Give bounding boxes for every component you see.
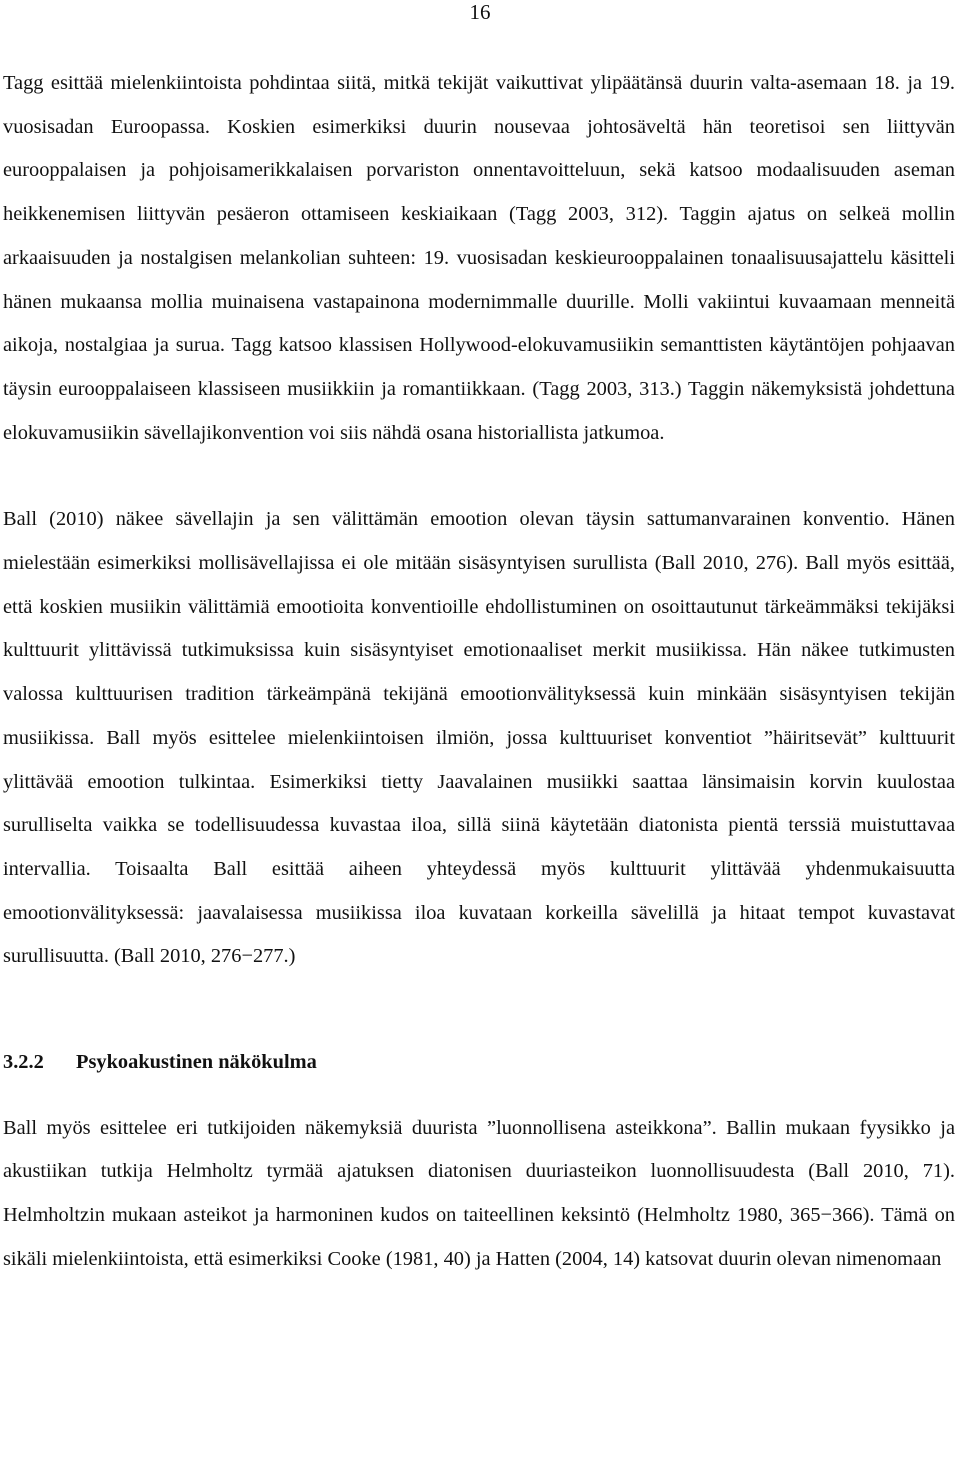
section-title: Psykoakustinen näkökulma (76, 1051, 317, 1074)
section-number: 3.2.2 (3, 1051, 44, 1074)
body-text (3, 62, 955, 1282)
paragraph-psychoacoustic: Ball myös esittelee eri tutkijoiden näkemyksiä duurista ”luonnollisena asteikkona”. Ballin mukaan fyysikko ja akustiikan tutkija Helmholtz tyrmää ajatuksen diatonisen duuriasteikon luonnollisuudesta (Ball 2010, 71). Helmholtzin mukaan asteikot ja harmoninen kudos on taiteellinen keksintö (Helmholtz 1980, 365−366). Tämä on sikäli mielenkiintoista, että esimerkiksi Cooke (1981, 40) ja Hatten (2004, 14) katsovat duurin olevan nimenomaan (3, 1116, 955, 1270)
section-heading (3, 1041, 955, 1085)
paragraph-tagg: Tagg esittää mielenkiintoista pohdintaa siitä, mitkä tekijät vaikuttivat ylipäätänsä duurin valta-asemaan 18. ja 19. vuosisadan Euroopassa. Koskien esimerkiksi duurin nousevaa johtosäveltä hän teoretisoi sen liittyvän eurooppalaisen ja pohjoisamerikkalaisen porvariston onnentavoitteluun, sekä katsoo modaalisuuden aseman heikkenemisen liittyvän pesäeron ottamiseen keskiaikaan (Tagg 2003, 312). Taggin ajatus on selkeä mollin arkaaisuuden ja nostalgisen melankolian suhteen: 19. vuosisadan keskieurooppalainen tonaalisuusajattelu käsitteli hänen mukaansa mollia muinaisena vastapainona modernimmalle duurille. Molli vakiintui kuvaamaan menneitä aikoja, nostalgiaa ja surua. Tagg katsoo klassisen Hollywood-elokuvamusiikin semanttisten käytäntöjen pohjaavan täysin eurooppalaiseen klassiseen musiikkiin ja romantiikkaan. (Tagg 2003, 313.) Taggin näkemyksistä johdettuna elokuvamusiikin sävellajikonvention voi siis nähdä osana historiallista jatkumoa. (3, 72, 955, 444)
page-number: 16 (469, 0, 491, 24)
paragraph-ball: Ball (2010) näkee sävellajin ja sen välittämän emootion olevan täysin sattumanvarainen konventio. Hänen mielestään esimerkiksi mollisävellajissa ei ole mitään sisäsyntyisen surullista (Ball 2010, 276). Ball myös esittää, että koskien musiikin välittämiä emootioita konventioille ehdollistuminen on osoittautunut tärkeämmäksi tekijäksi kulttuurit ylittävissä tutkimuksissa kuin sisäsyntyiset emotionaaliset merkit musiikissa. Hän näkee tutkimusten valossa kulttuurisen tradition tärkeämpänä tekijänä emootionvälityksessä kuin minkään sisäsyntyisen tekijän musiikissa. Ball myös esittelee mielenkiintoisen ilmiön, jossa kulttuuriset konventiot ”häiritsevät” kulttuurit ylittävää emootion tulkintaa. Esimerkiksi tietty Jaavalainen musiikki saattaa länsimaisin korvin kuulostaa surulliselta vaikka se todellisuudessa kuvastaa iloa, sillä siinä käytetään diatonista pientä terssiä muistuttavaa intervallia. Toisaalta Ball esittää aiheen yhteydessä myös kulttuurit ylittävää yhdenmukaisuutta emootionvälityksessä: jaavalaisessa musiikissa iloa kuvataan korkeilla sävelillä ja hitaat tempot kuvastavat surullisuutta. (Ball 2010, 276−277.) (3, 508, 955, 968)
